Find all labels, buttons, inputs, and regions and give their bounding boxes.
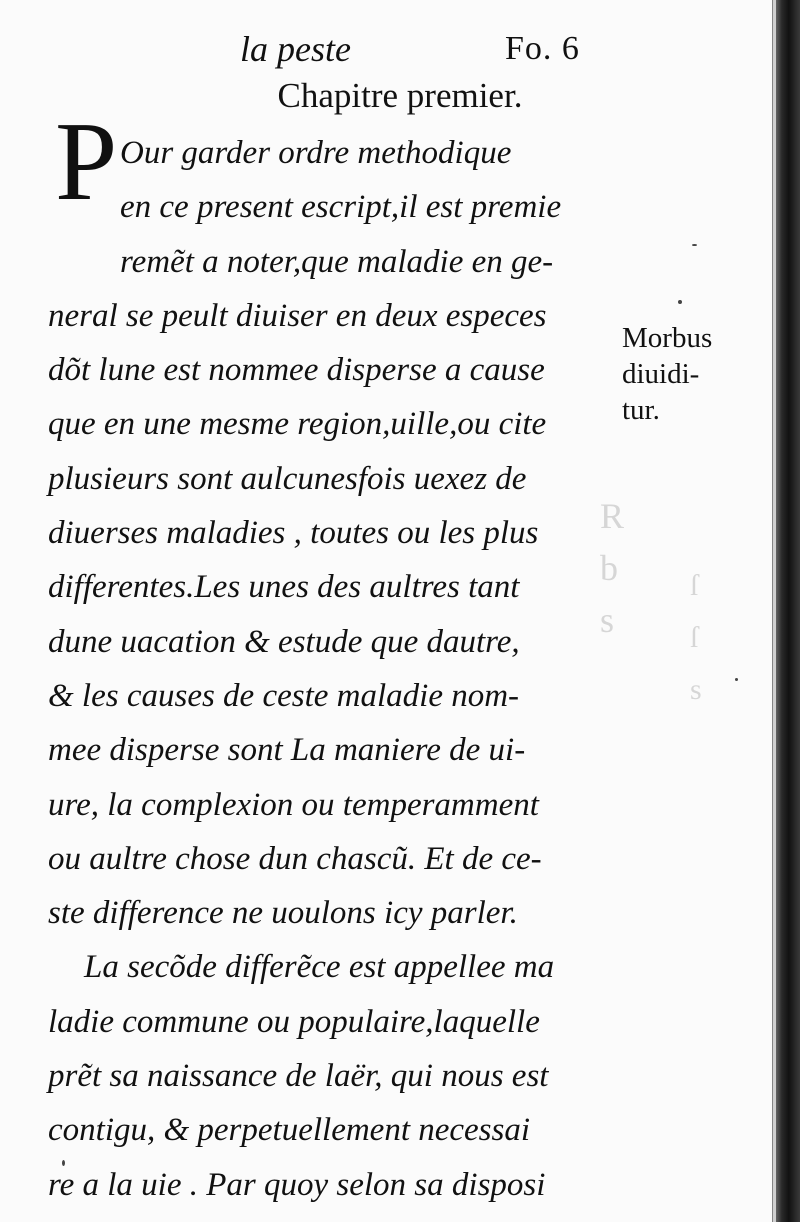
- page-edge-line: [773, 0, 776, 1222]
- text-line: Our garder ordre methodique: [120, 135, 512, 171]
- text-line: differentes.Les unes des aultres tant: [48, 569, 520, 606]
- body-text: [48, 126, 608, 1212]
- ink-speck: [678, 300, 682, 304]
- text-line: ladie commune ou populaire,laquelle: [48, 1003, 540, 1040]
- text-line: mee disperse sont La maniere de ui-: [48, 732, 526, 769]
- text-line: & les causes de ceste maladie nom-: [48, 677, 520, 714]
- margin-note-line: diuidi-: [622, 358, 700, 390]
- text-line: en ce present escript,il est premie: [120, 189, 562, 226]
- text-line: contigu, & perpetuellement necessai: [48, 1112, 531, 1149]
- ink-speck: [692, 244, 697, 246]
- running-head: la peste: [240, 29, 351, 69]
- text-line: dõt lune est nommee disperse a cause: [48, 352, 545, 389]
- bleed-through-text: R b s: [600, 496, 625, 640]
- text-line: neral se peult diuiser en deux especes: [48, 297, 547, 334]
- text-line: remẽt a noter,que maladie en ge-: [120, 243, 554, 280]
- text-line: ou aultre chose dun chascũ. Et de ce-: [48, 840, 542, 877]
- folio-number: Fo. 6: [505, 30, 580, 67]
- drop-cap: P: [55, 100, 118, 224]
- text-line: re a la uie . Par quoy selon sa disposi: [48, 1166, 546, 1203]
- margin-note-line: tur.: [622, 394, 660, 426]
- bleed-through-text: ſ ſ s: [690, 569, 702, 706]
- text-line: que en une mesme region,uille,ou cite: [48, 406, 547, 443]
- margin-note-line: Morbus: [622, 322, 713, 354]
- text-line: plusieurs sont aulcunesfois uexez de: [48, 460, 527, 497]
- text-line: dune uacation & estude que dautre,: [48, 623, 520, 660]
- ink-speck: [735, 678, 738, 681]
- text-line: prẽt sa naissance de laër, qui nous est: [48, 1058, 549, 1095]
- chapter-title: Chapitre premier.: [277, 76, 523, 115]
- ink-speck: [62, 1160, 65, 1166]
- scan-edge: [772, 0, 800, 1222]
- margin-note: [622, 320, 762, 428]
- text-line: diuerses maladies , toutes ou les plus: [48, 515, 539, 552]
- text-line: ste difference ne uoulons icy parler.: [48, 895, 518, 932]
- text-line: La secõde differẽce est appellee ma: [84, 949, 555, 986]
- text-line: ure, la complexion ou temperamment: [48, 786, 539, 823]
- page-header: [0, 20, 800, 70]
